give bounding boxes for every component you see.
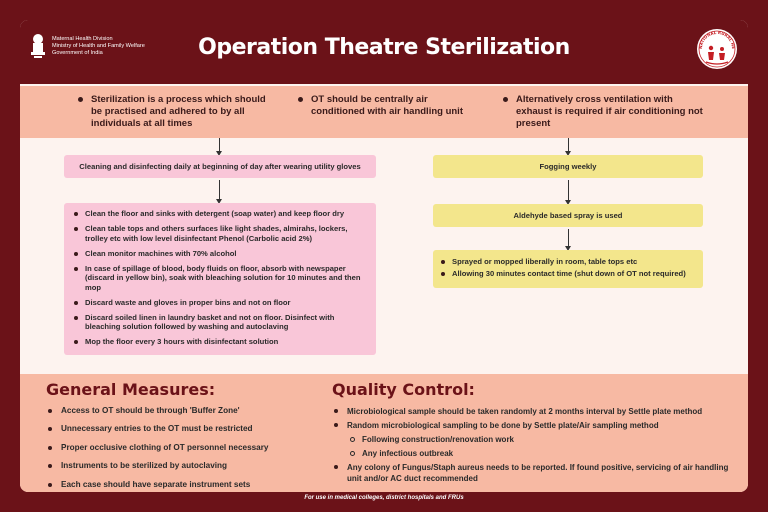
list-item — [74, 298, 366, 308]
top-point-air-conditioning — [298, 94, 474, 118]
bullet-icon — [74, 301, 78, 305]
list-subitem — [332, 448, 732, 459]
flow-arrow — [568, 229, 569, 247]
list-item-text: In case of spillage of blood, body fluids on floor, absorb with newspaper (discard in yellow bin), soak with bleaching solution for 10 minutes and then mop — [85, 263, 361, 292]
fogging-box — [433, 155, 703, 178]
aldehyde-box — [433, 204, 703, 227]
list-item-text: Sprayed or mopped liberally in room, table tops etc — [452, 257, 638, 266]
list-item — [46, 480, 336, 490]
spray-steps-box — [433, 250, 703, 288]
circle-bullet-icon — [350, 437, 355, 442]
daily-cleaning-label: Cleaning and disinfecting daily at beginning of day after wearing utility gloves — [79, 162, 361, 171]
bullet-icon — [503, 97, 508, 102]
general-measures-list — [46, 406, 336, 492]
top-point-sterilization — [78, 94, 278, 130]
ministry-line-2: Ministry of Health and Family Welfare — [52, 43, 145, 49]
bullet-icon — [48, 483, 52, 487]
bullet-icon — [48, 409, 52, 413]
list-item-text: Each case should have separate instrument sets — [61, 479, 251, 489]
nrhm-logo-text: NATIONAL RURAL HE — [697, 29, 737, 50]
circle-bullet-icon — [350, 451, 355, 456]
list-item — [332, 406, 732, 417]
list-item — [441, 257, 695, 267]
list-item — [441, 269, 695, 279]
quality-control-title: Quality Control: — [332, 380, 475, 399]
list-item-text: Any colony of Fungus/Staph aureus needs to be reported. If found positive, servicing of air handling unit and/or AC duct recommended — [347, 463, 729, 483]
general-measures-title: General Measures: — [46, 380, 216, 399]
list-item — [74, 224, 366, 243]
bullet-icon — [334, 423, 338, 427]
list-item-text: Clean the floor and sinks with detergent (soap water) and keep floor dry — [85, 209, 345, 218]
list-item-text: Clean monitor machines with 70% alcohol — [85, 248, 237, 258]
list-item — [74, 249, 366, 259]
bullet-icon — [74, 252, 78, 256]
list-subitem-text: Following construction/renovation work — [362, 435, 515, 444]
footer-note: For use in medical colleges, district hospitals and FRUs — [304, 495, 464, 501]
fogging-label: Fogging weekly — [539, 162, 597, 171]
poster-frame — [20, 20, 748, 492]
top-point-text: Sterilization is a process which should be practised and adhered to by all individuals at all times — [91, 94, 266, 129]
list-item — [74, 209, 366, 219]
flow-arrow — [568, 138, 569, 152]
ministry-line-1: Maternal Health Division — [52, 36, 113, 42]
top-points-band — [20, 86, 748, 138]
list-item-text: Random microbiological sampling to be done by Settle plate/Air sampling method — [347, 421, 659, 430]
list-item — [46, 443, 336, 453]
list-item — [74, 264, 366, 293]
list-item-text: Discard soiled linen in laundry basket and not on floor. Disinfect with bleaching solution followed by washing and autoclaving — [85, 312, 335, 332]
daily-cleaning-box — [64, 155, 376, 178]
list-item — [46, 424, 336, 434]
list-item-text: Proper occlusive clothing of OT personnel necessary — [61, 442, 269, 452]
list-item — [332, 462, 732, 484]
bullet-icon — [441, 260, 445, 264]
flow-arrow — [568, 180, 569, 201]
list-subitem — [332, 434, 732, 445]
top-point-text: OT should be centrally air conditioned with air handling unit — [311, 94, 463, 117]
cleaning-steps-list — [74, 209, 366, 347]
bullet-icon — [334, 465, 338, 469]
header-bar — [20, 20, 748, 84]
list-item — [46, 406, 336, 416]
bullet-icon — [298, 97, 303, 102]
page-title: Operation Theatre Sterilization — [198, 35, 570, 60]
list-item — [332, 420, 732, 431]
top-point-text: Alternatively cross ventilation with exhaust is required if air conditioning not present — [516, 94, 703, 129]
list-item-text: Allowing 30 minutes contact time (shut down of OT not required) — [452, 269, 686, 279]
bullet-icon — [334, 409, 338, 413]
list-item-text: Discard waste and gloves in proper bins and not on floor — [85, 297, 291, 307]
nrhm-logo-icon — [696, 28, 738, 70]
list-item-text: Clean table tops and others surfaces like light shades, almirahs, lockers, trolley etc with low level disinfectant Phenol (Carbolic acid 2%) — [85, 223, 348, 243]
bullet-icon — [74, 227, 78, 231]
bottom-band — [20, 374, 748, 492]
bullet-icon — [48, 446, 52, 450]
list-item — [46, 461, 336, 471]
bullet-icon — [74, 267, 78, 271]
bullet-icon — [74, 212, 78, 216]
bullet-icon — [78, 97, 83, 102]
list-item-text: Microbiological sample should be taken randomly at 2 months interval by Settle plate method — [347, 407, 703, 416]
bullet-icon — [74, 316, 78, 320]
bullet-icon — [441, 272, 445, 276]
bullet-icon — [74, 340, 78, 344]
list-item-text: Mop the floor every 3 hours with disinfectant solution — [85, 337, 279, 347]
flow-arrow — [219, 138, 220, 152]
bullet-icon — [48, 427, 52, 431]
spray-steps-list — [441, 257, 695, 279]
cleaning-steps-box — [64, 203, 376, 355]
list-subitem-text: Any infectious outbreak — [362, 449, 454, 458]
list-item — [74, 313, 366, 332]
list-item — [74, 337, 366, 347]
top-point-ventilation — [503, 94, 703, 130]
ministry-line-3: Government of India — [52, 50, 103, 56]
quality-control-list — [332, 406, 732, 487]
aldehyde-label: Aldehyde based spray is used — [513, 211, 623, 220]
flow-arrow — [219, 180, 220, 200]
bullet-icon — [48, 464, 52, 468]
list-item-text: Instruments to be sterilized by autoclaving — [61, 461, 228, 471]
list-item-text: Access to OT should be through 'Buffer Zone' — [61, 406, 240, 415]
list-item-text: Unnecessary entries to the OT must be restricted — [61, 424, 253, 434]
